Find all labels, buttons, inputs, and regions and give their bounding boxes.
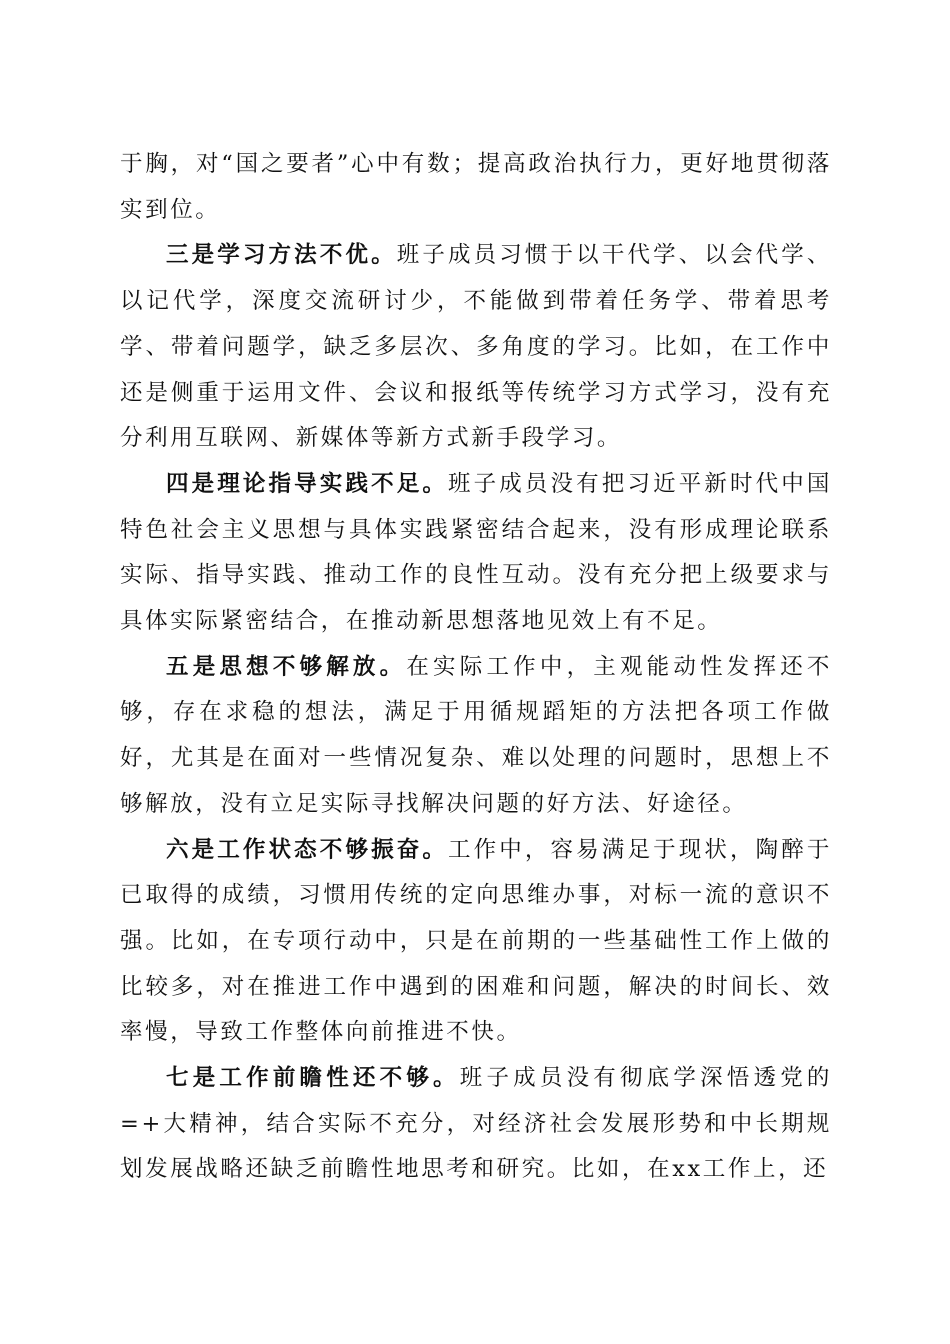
- paragraph-text: 班子成员没有把习近平新时代中国特色社会主义思想与具体实践紧密结合起来，没有形成理论联系实际、指导实践、推动工作的良性互动。没有充分把上级要求与具体实际紧密结合，在推动新思想落地见效上有不足。: [120, 470, 832, 635]
- paragraph-foresight: [120, 1056, 832, 1193]
- paragraph-lead: 四是理论指导实践不足。: [166, 470, 448, 497]
- paragraph-continuation: [120, 142, 832, 233]
- paragraph-lead: 三是学习方法不优。: [166, 242, 397, 269]
- paragraph-text: 班子成员没有彻底学深悟透党的=+大精神，结合实际不充分，对经济社会发展形势和中长期规划发展战略还缺乏前瞻性地思考和研究。比如，在xx工作上，还: [120, 1065, 832, 1183]
- paragraph-text: 在实际工作中，主观能动性发挥还不够，存在求稳的想法，满足于用循规蹈矩的方法把各项工作做好，尤其是在面对一些情况复杂、难以处理的问题时，思想上不够解放，没有立足实际寻找解决问题的好方法、好途径。: [120, 653, 832, 817]
- paragraph-text: 于胸，对“国之要者”心中有数；提高政治执行力，更好地贯彻落实到位。: [120, 151, 832, 223]
- paragraph-mindset: [120, 645, 832, 828]
- paragraph-work-state: [120, 828, 832, 1057]
- paragraph-lead: 七是工作前瞻性还不够。: [166, 1065, 460, 1092]
- paragraph-lead: 六是工作状态不够振奋。: [166, 836, 448, 863]
- paragraph-study-method: [120, 233, 832, 462]
- document-body: [120, 142, 832, 1193]
- paragraph-text: 班子成员习惯于以干代学、以会代学、以记代学，深度交流研讨少，不能做到带着任务学、带着思考学、带着问题学，缺乏多层次、多角度的学习。比如，在工作中还是侧重于运用文件、会议和报纸等传统学习方式学习，没有充分利用互联网、新媒体等新方式新手段学习。: [120, 242, 833, 452]
- paragraph-lead: 五是思想不够解放。: [166, 653, 407, 680]
- paragraph-text: 工作中，容易满足于现状，陶醉于已取得的成绩，习惯用传统的定向思维办事，对标一流的意识不强。比如，在专项行动中，只是在前期的一些基础性工作上做的比较多，对在推进工作中遇到的困难和问题，解决的时间长、效率慢，导致工作整体向前推进不快。: [120, 836, 832, 1046]
- paragraph-theory-practice: [120, 462, 832, 645]
